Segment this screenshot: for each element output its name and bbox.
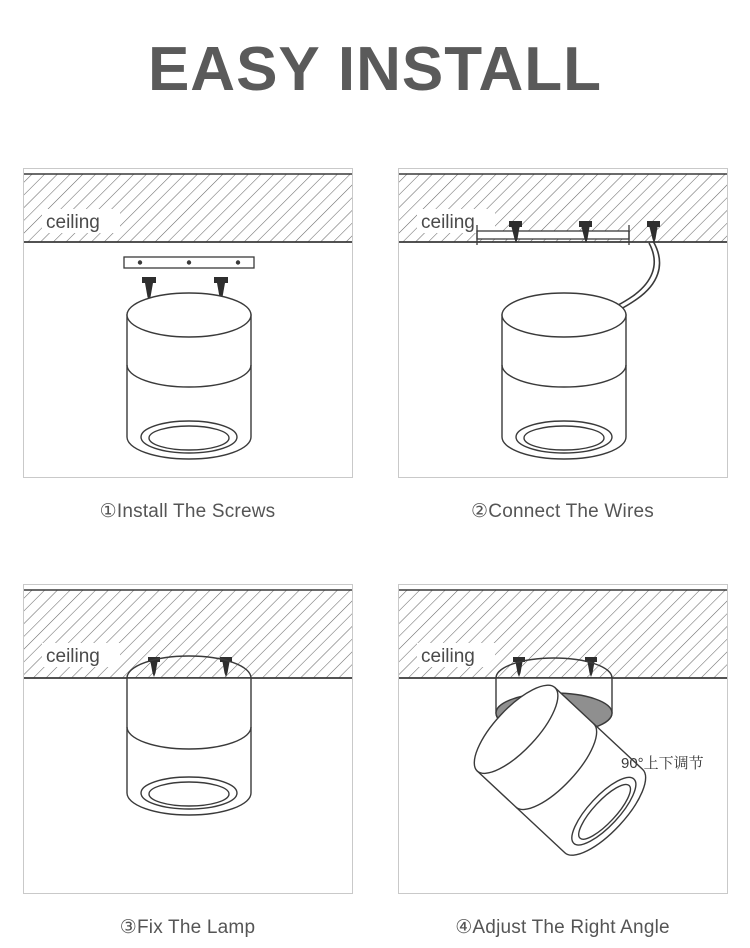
ceiling-label-1: ceiling <box>45 212 100 233</box>
step-4-cell <box>375 584 750 948</box>
page-title: EASY INSTALL <box>147 35 603 104</box>
step-2-panel <box>398 168 728 478</box>
ceiling-label-3: ceiling <box>45 646 100 667</box>
ceiling-label-2: ceiling <box>420 212 475 233</box>
step-4-panel <box>398 584 728 894</box>
step-2-caption: ②Connect The Wires <box>471 501 654 522</box>
row-spacer <box>0 532 750 584</box>
step-3-caption: ③Fix The Lamp <box>119 917 256 938</box>
step-1-caption: ①Install The Screws <box>99 501 276 522</box>
step-1-cell <box>0 168 375 532</box>
angle-note: 90°上下调节 <box>620 755 704 772</box>
ceiling-label-4: ceiling <box>420 646 475 667</box>
step-3-panel <box>23 584 353 894</box>
step-2-cell <box>375 168 750 532</box>
step-3-cell <box>0 584 375 948</box>
step-4-diagram <box>399 585 727 893</box>
step-1-diagram <box>24 169 352 477</box>
step-2-diagram <box>399 169 727 477</box>
step-1-panel <box>23 168 353 478</box>
steps-grid <box>0 168 750 948</box>
step-4-caption: ④Adjust The Right Angle <box>455 917 670 938</box>
step-3-diagram <box>24 585 352 893</box>
